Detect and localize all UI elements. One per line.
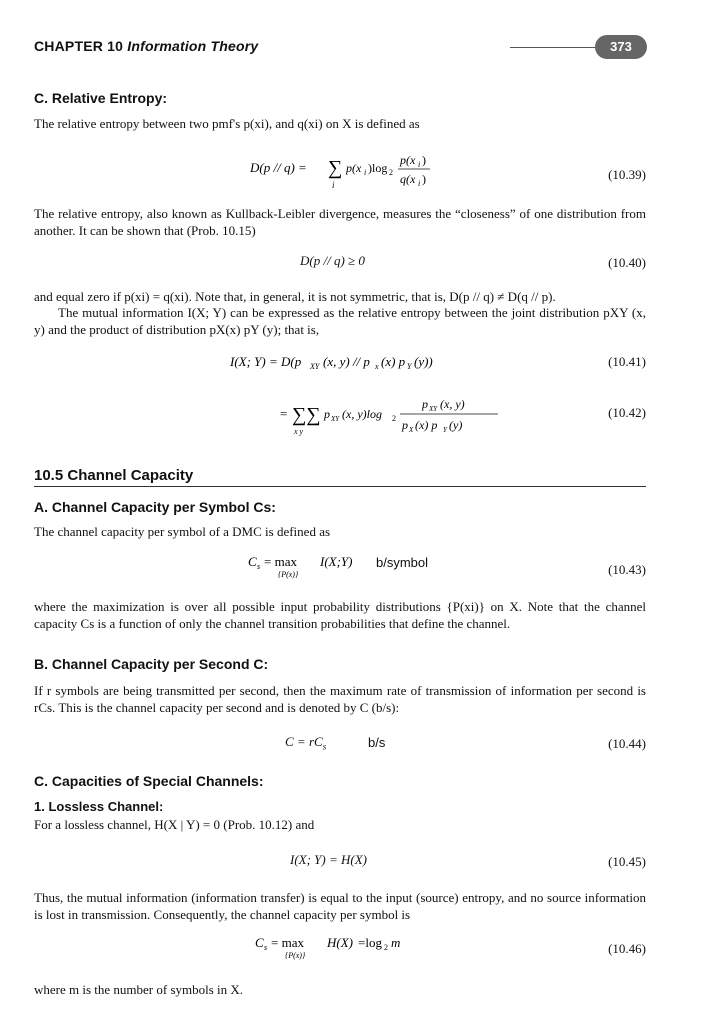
chapter-title: Information Theory [127, 38, 259, 54]
equation-10-44: $C = rC_s$ [285, 734, 327, 752]
symmetry-note: and equal zero if p(xi) = q(xi). Note that, in general, it is not symmetric, that is, D(p // q) ≠ D(q // p). [34, 289, 556, 304]
chapter-label: CHAPTER 10 [34, 38, 124, 54]
svg-text:= max: = max [264, 554, 297, 569]
svg-text:{P(x)}: {P(x)} [278, 570, 299, 579]
svg-text:p(x: p(x [346, 161, 362, 175]
special-channels-heading: C. Capacities of Special Channels: [34, 773, 264, 789]
svg-text:x: x [375, 362, 379, 371]
closing-note: where m is the number of symbols in X. [34, 982, 244, 997]
equation-number-10-43: (10.43) [608, 562, 646, 577]
svg-text:p: p [402, 418, 408, 432]
page-number: 373 [595, 35, 647, 59]
svg-text:i: i [332, 180, 335, 190]
svg-text:=log: =log [358, 935, 382, 950]
equation-10-39-graphic [250, 152, 450, 196]
equation-10-42 [280, 392, 510, 444]
svg-text:{P(x)}: {P(x)} [285, 951, 306, 960]
svg-text:i: i [364, 168, 367, 177]
svg-text:∑: ∑ [328, 157, 343, 179]
channel-capacity-per-symbol-heading: A. Channel Capacity per Symbol Cs: [34, 499, 276, 515]
svg-text:D(p // q) =: D(p // q) = [250, 160, 307, 175]
svg-text:(x, y) // p: (x, y) // p [323, 354, 370, 369]
equation-10-43-unit: b/symbol [376, 555, 429, 570]
svg-text:s: s [264, 943, 268, 952]
svg-text:∑∑: ∑∑ [292, 404, 321, 426]
equation-10-40: D(p // q) ≥ 0 [300, 253, 365, 268]
svg-text:q(x: q(x [400, 172, 416, 186]
equation-number-10-46: (10.46) [608, 941, 646, 956]
lossless-channel-heading: 1. Lossless Channel: [34, 799, 164, 814]
svg-text:): ) [422, 172, 426, 186]
channel-capacity-per-second-heading: B. Channel Capacity per Second C: [34, 656, 269, 672]
svg-text:I(X;Y): I(X;Y) [320, 554, 353, 569]
relative-entropy-intro: The relative entropy between two pmf's p(xi), and q(xi) on X is defined as [34, 116, 420, 131]
maximization-paragraph: where the maximization is over all possible input probability distributions {P(xi)} on X. Note that the channel capacity Cs is a function of only the channel transition probabilities that define the channel. [34, 599, 646, 631]
channel-capacity-intro: The channel capacity per symbol of a DMC is defined as [34, 524, 331, 539]
section-10-5-heading: 10.5 Channel Capacity [34, 467, 194, 484]
equation-number-10-40: (10.40) [608, 255, 646, 270]
equation-10-41 [230, 352, 433, 378]
svg-text:H(X): H(X) [327, 935, 353, 950]
svg-text:s: s [257, 562, 261, 571]
svg-text:=: = [280, 406, 288, 421]
equation-10-46 [255, 933, 435, 967]
svg-text:(x, y)log: (x, y)log [342, 407, 382, 421]
svg-text:)log: )log [368, 161, 388, 175]
equation-10-45: I(X; Y) = H(X) [290, 852, 367, 867]
svg-text:m: m [391, 935, 401, 950]
svg-text:(x, y): (x, y) [440, 397, 465, 411]
equation-number-10-44: (10.44) [608, 736, 646, 751]
svg-text:p: p [422, 397, 428, 411]
svg-text:C: C [248, 554, 257, 569]
header-rule [510, 47, 600, 48]
svg-text:i: i [418, 179, 421, 188]
svg-text:p(x: p(x [400, 153, 416, 167]
svg-text:I(X; Y) = D(p: I(X; Y) = D(p [230, 354, 302, 369]
equation-number-10-42: (10.42) [608, 405, 646, 420]
svg-text:XY: XY [310, 362, 320, 371]
svg-text:Y: Y [443, 426, 447, 434]
rate-paragraph: If r symbols are being transmitted per second, then the maximum rate of transmission of information per second is rCs. This is the channel capacity per second and is denoted by C (b/s): [34, 683, 646, 715]
section-relative-entropy-heading: C. Relative Entropy: [34, 90, 168, 106]
svg-text:): ) [422, 153, 426, 167]
equation-10-44-unit: b/s [368, 735, 386, 750]
svg-text:(y): (y) [449, 418, 463, 432]
svg-text:2: 2 [392, 414, 396, 423]
svg-text:(x) p: (x) p [415, 418, 438, 432]
svg-text:XY: XY [429, 405, 438, 413]
chapter-header [34, 38, 258, 54]
svg-text:x y: x y [294, 427, 304, 436]
svg-text:(y)): (y)) [414, 354, 433, 369]
svg-text:i: i [418, 160, 421, 169]
svg-text:C: C [255, 935, 264, 950]
mutual-information-paragraph: The mutual information I(X; Y) can be expressed as the relative entropy between the joint distribution pXY (x, y) and the product of distribution pX(x) pY (y); that is, [34, 305, 646, 337]
mutual-information-equality-paragraph: Thus, the mutual information (information transfer) is equal to the input (source) entropy, and no source information is lost in transmission. Consequently, the channel capacity per symbol is [34, 890, 646, 922]
svg-text:2: 2 [389, 168, 393, 177]
equation-number-10-39: (10.39) [608, 167, 646, 182]
equation-10-41-graphic [230, 352, 433, 374]
equation-number-10-45: (10.45) [608, 854, 646, 869]
equation-number-10-41: (10.41) [608, 354, 646, 369]
svg-text:= max: = max [271, 935, 304, 950]
kl-divergence-paragraph: The relative entropy, also known as Kullback-Leibler divergence, measures the “closeness” of one distribution from another. It can be shown that (Prob. 10.15) [34, 206, 646, 238]
equation-10-39 [250, 152, 450, 200]
equation-10-46-graphic [255, 933, 435, 963]
svg-text:2: 2 [384, 943, 388, 952]
section-rule [34, 486, 646, 487]
svg-text:XY: XY [331, 415, 340, 423]
equation-10-42-graphic [280, 392, 510, 440]
lossless-channel-intro: For a lossless channel, H(X | Y) = 0 (Prob. 10.12) and [34, 817, 315, 832]
svg-text:Y: Y [407, 362, 412, 371]
svg-text:p: p [324, 407, 330, 421]
svg-text:(x) p: (x) p [381, 354, 406, 369]
svg-text:X: X [409, 426, 414, 434]
